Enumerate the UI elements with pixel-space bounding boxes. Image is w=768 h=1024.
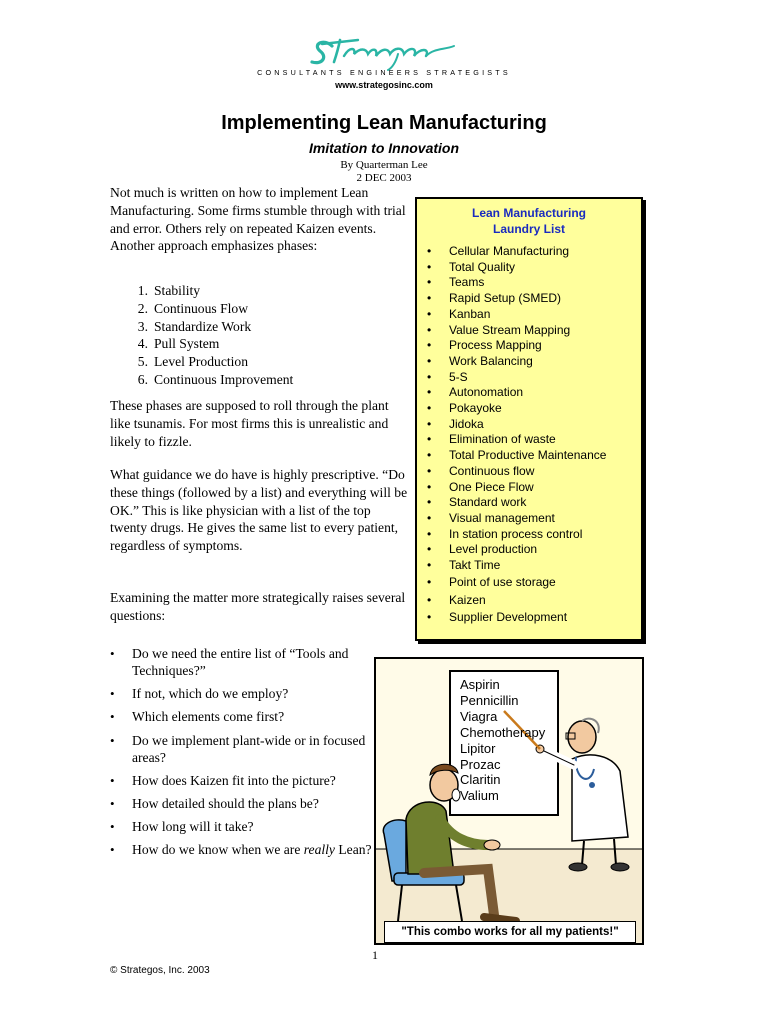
laundry-item: • Kaizen xyxy=(425,592,606,610)
laundry-item: • Takt Time xyxy=(425,558,606,574)
laundry-item: • Jidoka xyxy=(425,417,606,433)
laundry-item: • Visual management xyxy=(425,511,606,527)
guidance-paragraph: What guidance we do have is highly prescriptive. “Do these things (followed by a list) and everything will be OK.” This is like physician with a list of the top twenty drugs. He gives the same list to every patient, regardless of symptoms. xyxy=(110,467,408,554)
question-item: • Do we implement plant-wide or in focused areas? xyxy=(110,732,372,766)
drug-item: Viagra xyxy=(460,708,498,724)
document-title: Implementing Lean Manufacturing xyxy=(221,112,547,134)
drug-item: Chemotherapy xyxy=(460,724,546,740)
laundry-item: • Total Productive Maintenance xyxy=(425,448,606,464)
company-tagline: CONSULTANTS ENGINEERS STRATEGISTS xyxy=(257,68,511,77)
laundry-list-title: Lean Manufacturing Laundry List xyxy=(471,206,586,236)
laundry-item: • Value Stream Mapping xyxy=(425,323,606,339)
byline xyxy=(0,159,768,185)
question-item: • How long will it take? xyxy=(110,818,372,835)
phase-item: 4. Pull System xyxy=(137,336,220,352)
laundry-item: • Rapid Setup (SMED) xyxy=(425,291,606,307)
company-url[interactable]: www.strategosinc.com xyxy=(335,80,433,90)
laundry-item: • Level production xyxy=(425,542,606,558)
question-item: • How detailed should the plans be? xyxy=(110,795,372,812)
phase-item: 3. Standardize Work xyxy=(137,318,252,334)
laundry-item: • Cellular Manufacturing xyxy=(425,244,606,260)
cartoon-caption: "This combo works for all my patients!" xyxy=(384,921,636,943)
doctor-cartoon xyxy=(374,657,644,945)
laundry-list-items xyxy=(425,244,606,627)
laundry-item: • Standard work xyxy=(425,495,606,511)
question-item: • How do we know when we are really Lean? xyxy=(110,841,372,858)
question-item: • Which elements come first? xyxy=(110,708,372,725)
page-number: 1 xyxy=(372,948,378,962)
question-item: • Do we need the entire list of “Tools and Techniques?” xyxy=(110,645,372,679)
laundry-item: • Work Balancing xyxy=(425,354,606,370)
drug-list xyxy=(460,677,545,804)
laundry-item: • Elimination of waste xyxy=(425,432,606,448)
phase-item: 2. Continuous Flow xyxy=(137,300,249,316)
laundry-item: • Teams xyxy=(425,275,606,291)
drug-item: Valium xyxy=(460,788,499,804)
phase-item: 5. Level Production xyxy=(137,354,249,370)
phases-list xyxy=(110,282,400,389)
document-subtitle: Imitation to Innovation xyxy=(308,140,460,156)
copyright-notice: © Strategos, Inc. 2003 xyxy=(110,965,210,976)
question-item: • How does Kaizen fit into the picture? xyxy=(110,772,372,789)
phase-item: 1. Stability xyxy=(137,283,201,298)
laundry-item: • Total Quality xyxy=(425,260,606,276)
laundry-item: • Process Mapping xyxy=(425,338,606,354)
laundry-list-box xyxy=(415,197,643,641)
question-item: • If not, which do we employ? xyxy=(110,685,372,702)
date: 2 DEC 2003 xyxy=(356,172,412,184)
drug-item: Claritin xyxy=(460,772,501,788)
drug-item: Prozac xyxy=(460,756,501,772)
intro-paragraph: Not much is written on how to implement Lean Manufacturing. Some firms stumble through with trial and error. Others rely on repeated Kaizen events. Another approach emphasizes phases: xyxy=(110,185,406,254)
laundry-item: • Continuous flow xyxy=(425,464,606,480)
laundry-item: • One Piece Flow xyxy=(425,480,606,496)
laundry-item: • Pokayoke xyxy=(425,401,606,417)
author: By Quarterman Lee xyxy=(340,159,428,171)
examining-paragraph: Examining the matter more strategically raises several questions: xyxy=(110,590,406,623)
questions-list xyxy=(110,645,372,865)
laundry-item: • In station process control xyxy=(425,527,606,543)
laundry-item: • Autonomation xyxy=(425,385,606,401)
phase-item: 6. Continuous Improvement xyxy=(137,371,294,387)
drug-item: Aspirin xyxy=(460,677,500,692)
laundry-item: • 5-S xyxy=(425,370,606,386)
drug-item: Pennicillin xyxy=(460,692,519,708)
strategos-logo xyxy=(310,32,460,72)
laundry-item: • Point of use storage xyxy=(425,574,606,592)
phases-paragraph: These phases are supposed to roll through the plant like tsunamis. For most firms this is unrealistic and likely to fizzle. xyxy=(110,398,389,449)
drug-item: Lipitor xyxy=(460,740,496,756)
laundry-item: • Supplier Development xyxy=(425,609,606,627)
laundry-item: • Kanban xyxy=(425,307,606,323)
